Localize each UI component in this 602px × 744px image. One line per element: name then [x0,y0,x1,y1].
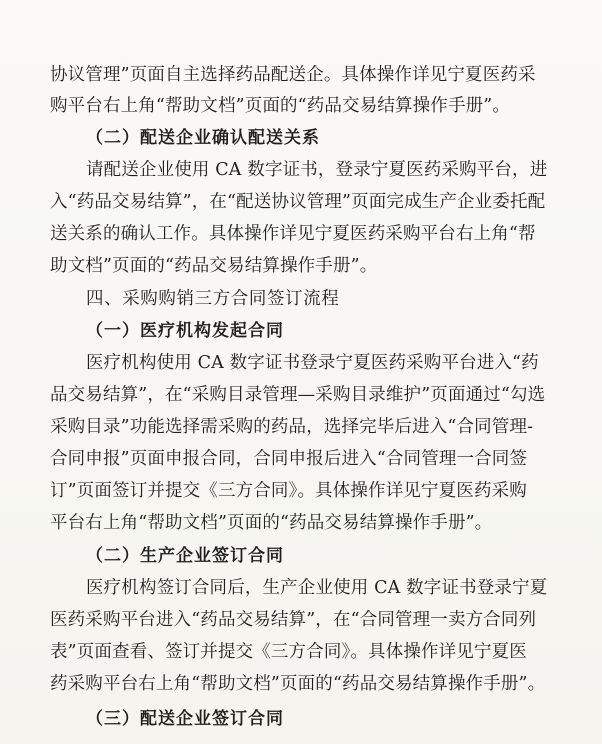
paragraph-intro-line-1: 协议管理”页面自主选择药品配送企。具体操作详见宁夏医药采 [50,65,536,85]
paragraph-4-1-line-4: 合同申报”页面申报合同，合同申报后进入“合同管理一合同签 [50,449,528,469]
paragraph-4-2-line-1: 医疗机构签订合同后，生产企业使用 CA 数字证书登录宁夏 [86,578,548,598]
paragraph-4-2-line-3: 表”页面查看、签订并提交《三方合同》。具体操作详见宁夏医 [50,642,527,662]
paragraph-4-1-line-3: 采购目录”功能选择需采购的药品，选择完毕后进入“合同管理- [50,417,534,437]
heading-confirm-distribution: （二）配送企业确认配送关系 [86,128,320,148]
paragraph-2-line-3: 送关系的确认工作。具体操作详见宁夏医药采购平台右上角“帮 [50,224,536,244]
paragraph-4-1-line-2: 品交易结算”，在“采购目录管理—采购目录维护”页面通过“勾选 [50,385,546,405]
paragraph-2-line-4: 助文档”页面的“药品交易结算操作手册”。 [50,256,378,276]
paragraph-4-2-line-4: 药采购平台右上角“帮助文档”页面的“药品交易结算操作手册”。 [50,674,546,694]
paragraph-4-1-line-5: 订”页面签订并提交《三方合同》。具体操作详见宁夏医药采购 [50,481,527,501]
paragraph-2-line-2: 入“药品交易结算”，在“配送协议管理”页面完成生产企业委托配 [50,192,546,212]
paragraph-4-2-line-2: 医药采购平台进入“药品交易结算”，在“合同管理一卖方合同列 [50,610,537,630]
paragraph-4-1-line-6: 平台右上角“帮助文档”页面的“药品交易结算操作手册”。 [50,513,493,533]
section-four-title: 四、采购购销三方合同签订流程 [86,289,340,309]
heading-medical-initiate: （一）医疗机构发起合同 [86,321,284,341]
paragraph-4-1-line-1: 医疗机构使用 CA 数字证书登录宁夏医药采购平台进入“药 [86,353,539,373]
paragraph-intro-line-2: 购平台右上角“帮助文档”页面的“药品交易结算操作手册”。 [50,96,510,116]
paragraph-2-line-1: 请配送企业使用 CA 数字证书，登录宁夏医药采购平台，进 [86,160,548,180]
heading-manufacturer-sign: （二）生产企业签订合同 [86,546,284,566]
heading-distributor-sign: （三）配送企业签订合同 [86,709,284,729]
